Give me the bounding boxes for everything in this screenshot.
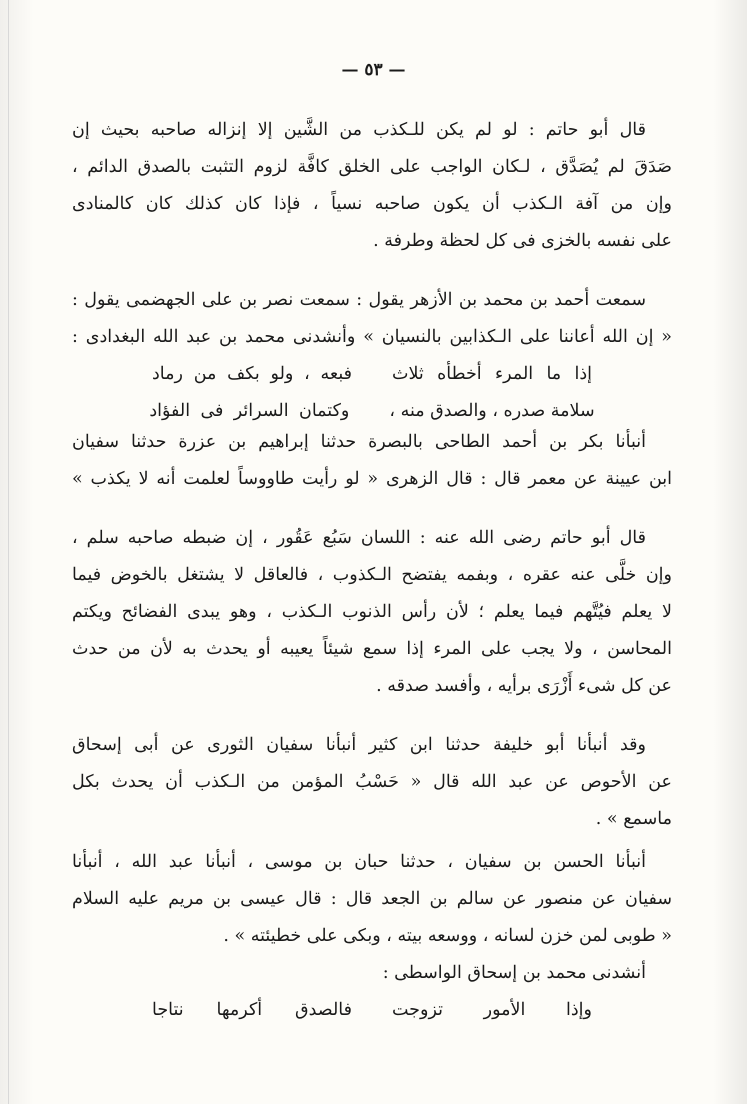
- verse-line: [72, 393, 672, 430]
- text-line: أنبأنا الحسن بن سفيان ، حدثنا حبان بن موسى ، أنبأنا عبد الله ، أنبأنا: [72, 852, 646, 872]
- paragraph: [72, 112, 672, 260]
- page-number: — ٥٣ —: [341, 60, 406, 80]
- margin-line: [8, 0, 9, 1104]
- text-line: أنبأنا بكر بن أحمد الطاحى بالبصرة حدثنا إبراهيم بن عزرة حدثنا سفيان: [72, 432, 646, 452]
- page-right-edge-shadow: [713, 0, 747, 1104]
- text-line: سمعت أحمد بن محمد بن الأزهر يقول : سمعت نصر بن على الجهضمى يقول :: [72, 290, 646, 310]
- text-line: أنشدنى محمد بن إسحاق الواسطى :: [382, 963, 646, 983]
- text-line: على نفسه بالخزى فى كل لحظة وطرفة .: [373, 231, 672, 251]
- text-line: ماسمع » .: [595, 809, 672, 829]
- text-line: « طوبى لمن خزن لسانه ، ووسعه بيته ، وبكى على خطيئته » .: [223, 926, 672, 946]
- verse-first-hemistich: إذا ما المرء أخطأه ثلاث: [392, 364, 592, 384]
- page-left-edge-shadow: [0, 0, 34, 1104]
- verse-second-hemistich: فالصدق أكرمها نتاجا: [152, 1000, 352, 1020]
- text-line: وقد أنبأنا أبو خليفة حدثنا ابن كثير أنبأنا سفيان الثورى عن أبى إسحاق: [72, 735, 646, 755]
- text-line: المحاسن ، ولا يجب على المرء إذا سمع شيئاً يعيبه أو يحدث به لأن من حدث: [72, 639, 672, 659]
- text-line: عن كل شىء أَزْرَى برأيه ، وأفسد صدقه .: [376, 676, 672, 696]
- paragraph: [72, 844, 672, 992]
- verse-second-hemistich: فبعه ، ولو بكف من رماد: [152, 364, 352, 384]
- paragraph: [72, 520, 672, 705]
- paragraph: [72, 282, 672, 356]
- text-line: لا يعلم فيُتَّهم فيما يعلم ؛ لأن رأس الذنوب الـكذب ، وهو يبدى الفضائح ويكتم: [72, 602, 672, 622]
- text-line: قال أبو حاتم : لو لم يكن للـكذب من الشَّين إلا إنزاله صاحبه بحيث إن: [72, 120, 646, 140]
- text-line: صَدَقَ لم يُصَدَّق ، لـكان الواجب على الخلق كافَّة لزوم التثبت بالصدق الدائم ،: [72, 157, 672, 177]
- verse-second-hemistich: وكتمان السرائر فى الفؤاد: [149, 401, 350, 421]
- text-line: عن الأحوص عن عبد الله قال « حَسْبُ المؤمن من الـكذب أن يحدث بكل: [72, 772, 672, 792]
- text-line: وإن خلَّى عنه عقره ، وبفمه يفتضح الـكذوب ، فالعاقل لا يشتغل بالخوض فيما: [72, 565, 672, 585]
- verse-line: [72, 992, 672, 1029]
- verse-line: [72, 356, 672, 393]
- text-line: قال أبو حاتم رضى الله عنه : اللسان سَبُع عَقُور ، إن ضبطه صاحبه سلم ،: [72, 528, 646, 548]
- text-line: سفيان عن منصور عن سالم بن الجعد قال : قال عيسى بن مريم عليه السلام: [72, 889, 672, 909]
- paragraph: [72, 727, 672, 838]
- verse-first-hemistich: سلامة صدره ، والصدق منه ،: [389, 401, 595, 421]
- verse-first-hemistich: وإذا الأمور تزوجت: [392, 1000, 592, 1020]
- paragraph: [72, 424, 672, 498]
- text-line: ابن عيينة عن معمر قال : قال الزهرى « لو رأيت طاووساً لعلمت أنه لا يكذب »: [72, 469, 672, 489]
- text-line: وإن من آفة الـكذب أن يكون صاحبه نسياً ، فإذا كان كذلك كان كالمنادى: [72, 194, 672, 214]
- text-line: « إن الله أعاننا على الـكذابين بالنسيان » وأنشدنى محمد بن عبد الله البغدادى :: [72, 327, 672, 347]
